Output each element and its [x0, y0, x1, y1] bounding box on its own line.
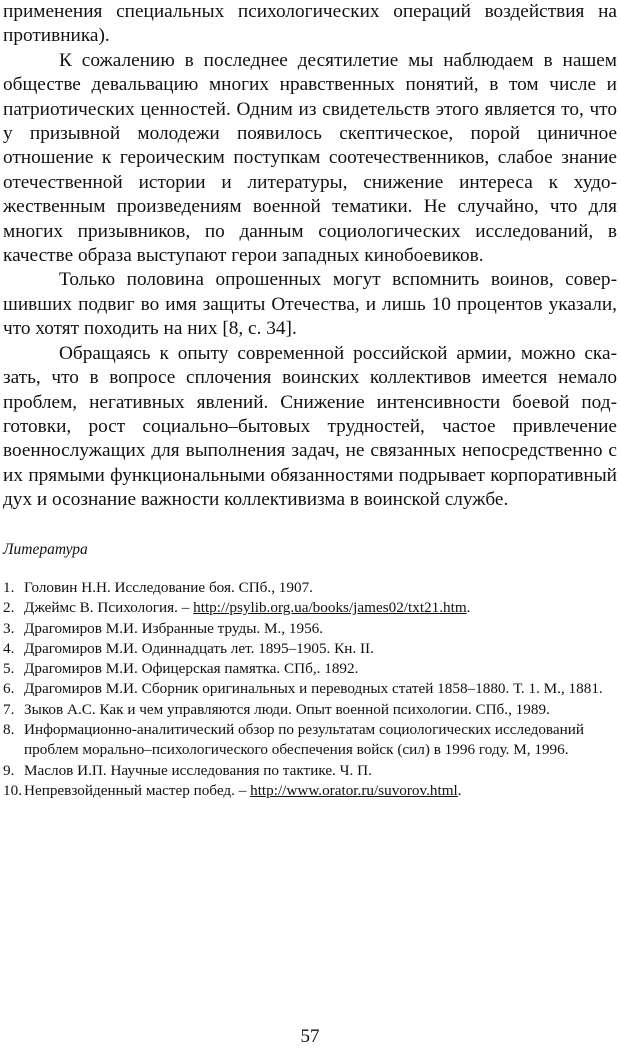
- reference-number: 1.: [3, 579, 15, 596]
- reference-text: Джеймс В. Психология. –: [24, 599, 194, 617]
- reference-list: [3, 578, 608, 801]
- page-number: 57: [300, 1026, 320, 1047]
- reference-text: Драгомиров М.И. Офицерская памятка. СПб,. 1892.: [24, 660, 359, 678]
- reference-number: 6.: [3, 680, 15, 698]
- list-item: [3, 761, 608, 781]
- list-item: [3, 619, 608, 639]
- list-item: [3, 700, 608, 720]
- reference-text-end: .: [457, 781, 462, 799]
- list-item: [3, 639, 608, 659]
- reference-number: 2.: [3, 599, 15, 617]
- reference-text: Информационно-аналитический обзор по результатам социологических исследований проблем морально–психологического обеспечения войск (сил) в 1996 году. М, 1996.: [24, 721, 585, 759]
- paragraph: Обращаясь к опыту современной российской армии, можно сказать, что в вопросе сплочения воинских коллективов имеется немало проблем, негативных явлений. Снижение интенсивности боевой подготовки, рост социально–бытовых трудностей, частое привлечение военнослужащих для выполнения задач, не связанных непосредственно с их прямыми функциональными обязанностями подрывает корпоративный дух и осознание важности коллективизма в воинской службе.: [3, 342, 617, 511]
- list-item: [3, 578, 608, 598]
- reference-number: 5.: [3, 660, 15, 678]
- literature-heading: Литература: [3, 541, 88, 558]
- list-item: [3, 659, 608, 679]
- reference-link[interactable]: http://psylib.org.ua/books/james02/txt21.htm: [193, 599, 467, 617]
- reference-number: 9.: [3, 761, 15, 779]
- list-item: [3, 720, 608, 761]
- reference-number: 7.: [3, 700, 15, 718]
- reference-text: Зыков А.С. Как и чем управляются люди. Опыт военной психологии. СПб., 1989.: [24, 700, 550, 718]
- reference-number: 4.: [3, 639, 15, 657]
- reference-number: 8.: [3, 721, 15, 739]
- list-item: [3, 781, 608, 801]
- reference-text: Драгомиров М.И. Сборник оригинальных и переводных статей 1858–1880. Т. 1. М., 1881.: [24, 680, 603, 698]
- body-text: [3, 0, 617, 513]
- list-item: [3, 679, 608, 699]
- list-item: [3, 598, 608, 618]
- reference-number: 10.: [3, 781, 22, 799]
- reference-text-end: .: [466, 599, 471, 617]
- reference-text: Маслов И.П. Научные исследования по тактике. Ч. П.: [24, 761, 372, 779]
- reference-text: Драгомиров М.И. Одиннадцать лет. 1895–1905. Кн. II.: [24, 639, 374, 657]
- reference-text: Головин Н.Н. Исследование боя. СПб., 1907.: [24, 579, 313, 596]
- paragraph: применения специальных психологических операций воздействия на противника).: [3, 1, 617, 47]
- paragraph: К сожалению в последнее десятилетие мы наблюдаем в нашем обществе девальвацию многих нравственных понятий, в том числе и патриотических ценностей. Одним из свидетельств этого является то, что у призывной молодежи появилось скептическое, порой циничное отношение к героическим поступкам соотечественников, слабое знание отечественной истории и литературы, снижение интереса к художественным произведениям военной тематики. Не случайно, что для многих призывников, по данным социологических исследований, в качестве образа выступают герои западных кинобоевиков.: [3, 49, 617, 267]
- reference-link[interactable]: http://www.orator.ru/suvorov.html: [250, 781, 458, 799]
- reference-text: Драгомиров М.И. Избранные труды. М., 1956.: [24, 619, 324, 637]
- paragraph: Только половина опрошенных могут вспомнить воинов, совершивших подвиг во имя защиты Отечества, и лишь 10 процентов указали, что хотят походить на них [8, с. 34].: [3, 269, 617, 340]
- reference-text: Непревзойденный мастер побед. –: [24, 781, 251, 799]
- reference-number: 3.: [3, 619, 15, 637]
